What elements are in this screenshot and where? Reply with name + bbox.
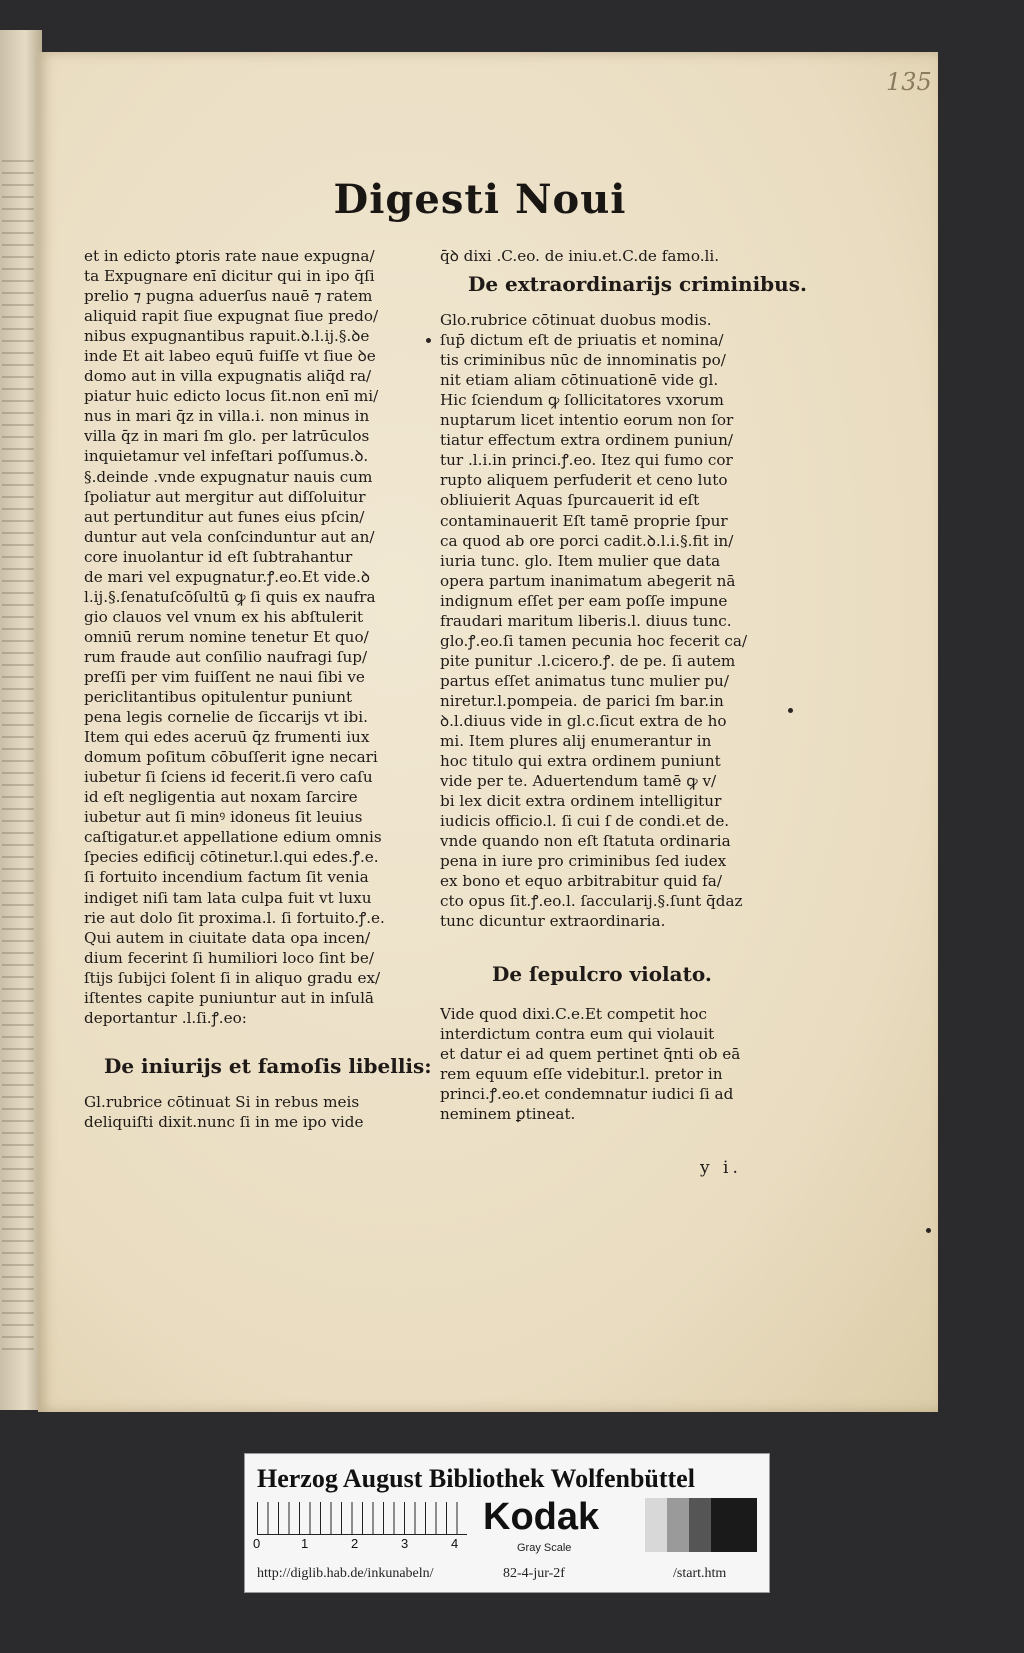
color-target-strip [244,1453,770,1593]
text-line: ſi fortuito incendium factum ſit venia [84,868,369,887]
text-line: domum poſitum cōbuſſerit igne necari [84,748,378,767]
text-line: inquietamur vel infeſtari poſſumus.ꝺ. [84,447,369,466]
text-line: iubetur ſi ſciens id fecerit.ſi vero caſu [84,768,373,787]
text-line: interdictum contra eum qui violauit [440,1024,715,1043]
signature-mark: y i. [700,1158,742,1178]
text-line: Glo.rubrice cōtinuat duobus modis. [440,311,712,330]
text-line: rum fraude aut conſilio naufragi ſup/ [84,647,368,666]
text-line: pite punitur .l.cicero.ꝭ. de pe. ſi autem [440,651,736,670]
left-column [84,246,432,1132]
text-line: caſtigatur.et appellatione edium omnis [84,828,382,847]
text-line: bi lex dicit extra ordinem intelligitur [440,792,722,811]
ruler-number: 1 [301,1536,309,1551]
text-line: niretur.l.pompeia. de parici ſm bar.in [440,691,724,710]
text-line: et in edicto ꝑtoris rate naue expugna/ [84,247,375,265]
text-line: opera partum inanimatum abegerit nā [440,571,736,590]
text-line: piatur huic edicto locus ſit.non enī mi/ [84,387,379,406]
text-line: id eſt negligentia aut noxam ſarcire [84,788,358,807]
text-line: princi.ꝭ.eo.et condemnatur iudici ſi ad [440,1084,734,1103]
text-line: villa q̄z in mari ſm glo. per latrūculos [84,427,370,446]
running-head: Digesti Noui [333,176,627,223]
text-line: tis criminibus nūc de innominatis po/ [440,351,726,370]
text-line: ex bono et equo arbitrabitur quid fa/ [440,872,722,891]
facing-page-text-edge [2,150,34,1350]
text-line: rie aut dolo ſit proxima.l. ſi fortuito.ꝭ.e. [84,908,385,927]
text-line: ꝺ.l.diuus vide in gl.c.ſicut extra de ho [440,711,727,730]
ruler-number: 0 [253,1536,261,1551]
text-line: et datur ei ad quem pertinet q̄nti ob eā [440,1044,741,1063]
text-line: de mari vel expugnatur.ꝭ.eo.Et vide.ꝺ [84,567,370,586]
text-line: tiatur effectum extra ordinem puniun/ [440,431,733,450]
text-line: l.ij.§.ſenatuſcōſultū ꝙ ſi quis ex naufra [84,587,376,606]
right-column [440,246,807,1124]
text-line: nibus expugnantibus rapuit.ꝺ.l.ij.§.ꝺe [84,327,370,346]
text-line: nus in mari q̄z in villa.i. non minus in [84,407,370,426]
text-line: hoc titulo qui extra ordinem puniunt [440,752,721,771]
gray-swatch [667,1498,689,1552]
text-line: rupto aliquem perfuderit et ceno luto [440,471,728,490]
text-line: Item qui edes aceruū q̄z frumenti iux [84,728,370,747]
gray-swatch [645,1498,667,1552]
text-line: cto opus ſit.ꝭ.eo.l. ſaccularij.§.ſunt q̄daz [440,892,743,911]
text-line: fraudari maritum liberis.l. diuus tunc. [440,611,732,630]
ruler-number: 2 [351,1536,359,1551]
text-line: mi. Item plures alij enumerantur in [440,732,712,751]
text-line: domo aut in villa expugnatis aliq̄d ra/ [84,367,372,386]
text-line: Hic ſciendum ꝙ ſollicitatores vxorum [440,391,724,410]
left-column-body-2 [84,1092,404,1132]
text-line: nuptarum licet intentio eorum non ſor [440,411,734,430]
left-column-body [84,246,404,1028]
text-line: contaminauerit Eſt tamē proprie ſpur [440,511,728,530]
section-heading-sepulcro: De ſepulcro violato. [492,961,712,986]
scale-ruler [257,1502,467,1535]
text-line: deportantur .l.ſi.ꝭ.eo: [84,1008,247,1027]
margin-mark [426,338,431,343]
text-line: prelio ⁊ pugna aduerſus nauē ⁊ ratem [84,287,373,306]
text-line: rem equum eſſe videbitur.l. pretor in [440,1064,723,1083]
text-line: aut pertunditur aut funes eius pſcin/ [84,507,365,526]
text-line: nit etiam aliam cōtinuationē vide gl. [440,371,719,390]
right-column-first-line: q̄ꝺ dixi .C.eo. de iniu.et.C.de famo.li. [440,247,720,265]
text-line: aliquid rapit ſiue expugnat ſiue predo/ [84,307,379,326]
text-line: vide per te. Aduertendum tamē ꝙ v/ [440,772,717,791]
text-line: tunc dicuntur extraordinaria. [440,912,666,931]
facing-page-edge [0,30,42,1410]
kodak-logo: Kodak [483,1496,600,1538]
text-line: tur .l.i.in princi.ꝭ.eo. Itez qui fumo cor [440,451,733,470]
text-line: duntur aut vela conſcinduntur aut an/ [84,527,375,546]
text-line: pena in iure pro criminibus ſed iudex [440,852,727,871]
text-line: iubetur aut ſi minꝰ idoneus ſit leuius [84,808,363,827]
text-line: Gl.rubrice cōtinuat Si in rebus meis [84,1092,360,1111]
text-line: indiget niſi tam lata culpa fuit vt luxu [84,888,372,907]
text-line: obliuierit Aquas ſpurcauerit id eſt [440,491,700,510]
text-line: iſtentes capite puniuntur aut in inſulā [84,988,374,1007]
text-line: ca quod ab ore porci cadit.ꝺ.l.i.§.fit in/ [440,531,734,550]
text-line: inde Et ait labeo equū fuiſſe vt ſiue ꝺe [84,347,376,366]
text-line: deliquiſti dixit.nunc ſi in me ipo vide [84,1112,364,1131]
text-line: §.deinde .vnde expugnatur nauis cum [84,467,373,486]
text-line: omniū rerum nomine tenetur Et quo/ [84,627,369,646]
ruler-number: 3 [401,1536,409,1551]
text-line: indignum eſſet per eam poſſe impune [440,591,728,610]
section-heading-iniurijs: De iniurijs et famoſis libellis: [104,1053,432,1078]
text-line: gio clauos vel vnum ex his abſtulerit [84,607,364,626]
text-line: pena legis cornelie de ſiccarijs vt ibi. [84,708,368,727]
text-line: vnde quando non eſt ſtatuta ordinaria [440,832,731,851]
library-name: Herzog August Bibliothek Wolfenbüttel [257,1464,695,1493]
text-line: Qui autem in ciuitate data opa incen/ [84,928,371,947]
ruler-numbers [253,1536,473,1554]
text-line: ta Expugnare enī dicitur qui in ipo q̄ſi [84,267,375,286]
text-line: glo.ꝭ.eo.ſi tamen pecunia hoc fecerit ca/ [440,631,748,650]
text-line: neminem ꝑtineat. [440,1104,576,1123]
text-line: preſſi per vim fuiſſent ne naui ſibi ve [84,667,365,686]
text-line: Vide quod dixi.C.e.Et competit hoc [440,1004,707,1023]
text-line: dium fecerint ſi humiliori loco ſint be/ [84,948,374,967]
url-left: http://diglib.hab.de/inkunabeln/ [257,1566,434,1581]
gray-scale-label: Gray Scale [517,1542,572,1554]
text-line: ſpecies edificij cōtinetur.l.qui edes.ꝭ.e. [84,848,379,867]
folio-number: 135 [886,68,932,96]
margin-mark [926,1228,931,1233]
ruler-number: 4 [451,1536,459,1551]
gray-swatch [711,1498,757,1552]
section-heading-extraordinarijs: De extraordinarijs criminibus. [468,272,807,297]
url-right: /start.htm [673,1566,727,1581]
text-line: ſup̄ dictum eſt de priuatis et nomina/ [440,331,724,350]
text-line: periclitantibus opitulentur puniunt [84,688,353,707]
url-shelfmark: 82-4-jur-2f [503,1566,565,1581]
margin-mark [788,708,793,713]
right-column-body [440,310,760,931]
text-line: core inuolantur id eſt ſubtrahantur [84,547,353,566]
text-line: ſpoliatur aut mergitur aut diſſoluitur [84,487,366,506]
text-line: iudicis officio.l. ſi cui ſ de condi.et de. [440,812,730,831]
text-line: ſtijs ſubijci ſolent ſi in aliquo gradu ex/ [84,968,381,987]
gray-swatch [689,1498,711,1552]
text-line: iuria tunc. glo. Item mulier que data [440,551,721,570]
right-column-body-2 [440,1004,760,1124]
text-line: partus eſſet animatus tunc mulier pu/ [440,671,729,690]
